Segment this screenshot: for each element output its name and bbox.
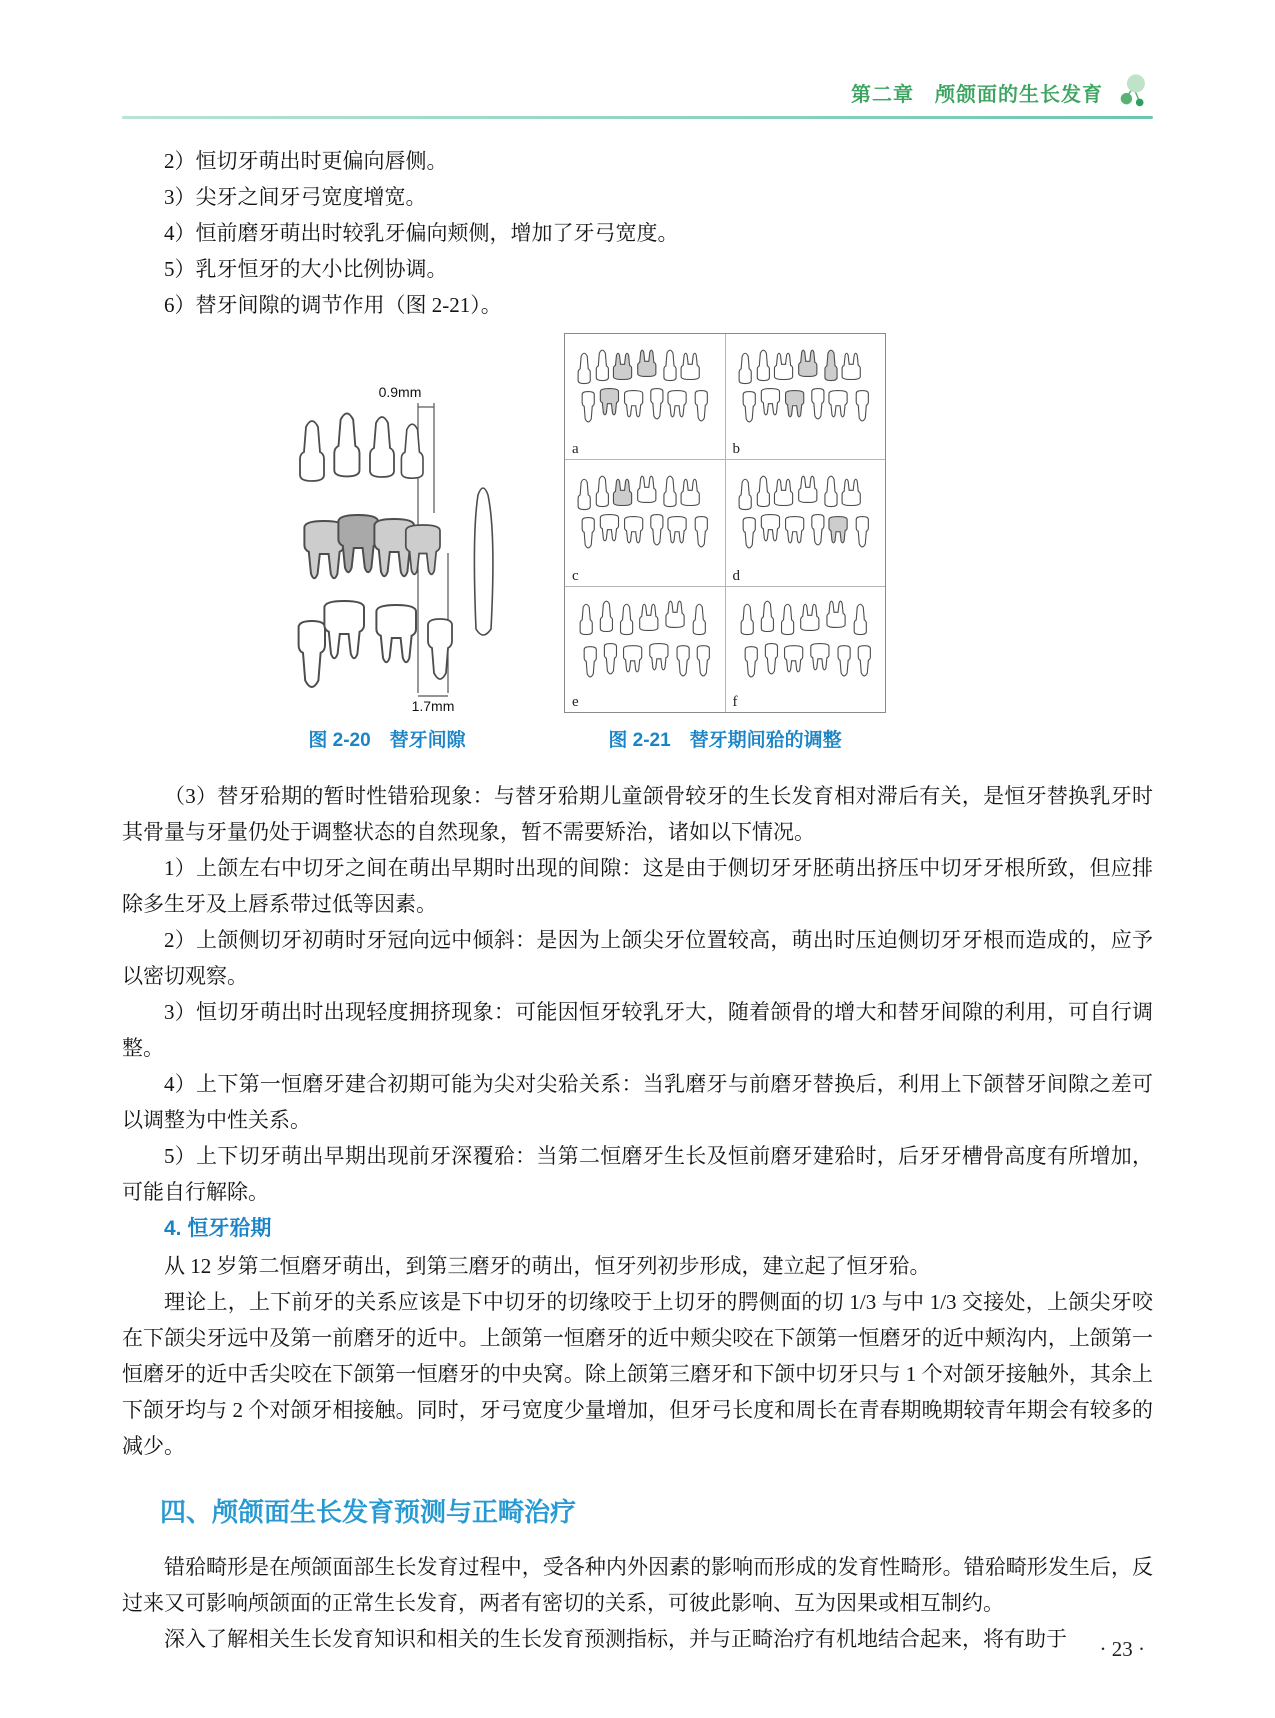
figure-2-21-panel-a [565, 334, 725, 459]
panel-label-d: d [732, 567, 740, 584]
list-item-4: 4）恒前磨牙萌出时较乳牙偏向颊侧，增加了牙弓宽度。 [164, 221, 679, 245]
figure-2-21-panel-b [726, 334, 886, 459]
paragraph-transient-malocclusion: （3）替牙𬌗期的暂时性错𬌗现象：与替牙𬌗期儿童颌骨较牙的生长发育相对滞后有关，是恒牙替换乳牙时其骨量与牙量仍处于调整状态的自然现象，暂不需要矫治，诸如以下情况。 [122, 784, 1153, 844]
figure-2-21-panel-d [726, 460, 886, 585]
paragraph-section-1: 错𬌗畸形是在颅颌面部生长发育过程中，受各种内外因素的影响而形成的发育性畸形。错𬌗畸形发生后，反过来又可影响颅颌面的正常生长发育，两者有密切的关系，可彼此影响、互为因果或相互制约。 [122, 1555, 1153, 1615]
figure-2-21 [564, 333, 886, 752]
paragraph-item-3: 3）恒切牙萌出时出现轻度拥挤现象：可能因恒牙较乳牙大，随着颌骨的增大和替牙间隙的利用，可自行调整。 [122, 1000, 1153, 1060]
panel-label-b: b [732, 441, 740, 458]
paragraph-item-1: 1）上颌左右中切牙之间在萌出早期时出现的间隙：这是由于侧切牙牙胚萌出挤压中切牙牙根所致，但应排除多生牙及上唇系带过低等因素。 [122, 856, 1153, 916]
panel-label-c: c [572, 567, 579, 584]
panel-label-a: a [572, 441, 579, 458]
paragraph-item-2: 2）上颌侧切牙初萌时牙冠向远中倾斜：是因为上颌尖牙位置较高，萌出时压迫侧切牙牙根而造成的，应予以密切观察。 [122, 928, 1153, 988]
chapter-title: 第二章 颅颌面的生长发育 [851, 83, 1103, 106]
figure-2-21-frame [564, 333, 886, 713]
figure-2-21-panel-e [565, 587, 725, 712]
heading-permanent-dentition: 4. 恒牙𬌗期 [164, 1217, 272, 1240]
list-item-5: 5）乳牙恒牙的大小比例协调。 [164, 257, 448, 281]
page-content [0, 119, 1275, 1657]
panel-label-f: f [732, 694, 738, 710]
figures-row [272, 333, 1153, 752]
paragraph-permanent-detail: 理论上，上下前牙的关系应该是下中切牙的切缘咬于上切牙的腭侧面的切 1/3 与中 1/3 交接处，上颌尖牙咬在下颌尖牙远中及第一前磨牙的近中。上颌第一恒磨牙的近中颊尖咬在下颌第一恒磨牙的近中颊沟内，上颌第一恒磨牙的近中舌尖咬在下颌第一恒磨牙的中央窝。除上颌第三磨牙和下颌中切牙只与 1 个对颌牙接触外，其余上下颌牙均与 2 个对颌牙相接触。同时，牙弓宽度少量增加，但牙弓长度和周长在青春期晚期较青年期会有较多的减少。 [122, 1290, 1153, 1458]
paragraph-permanent-intro: 从 12 岁第二恒磨牙萌出，到第三磨牙的萌出，恒牙列初步形成，建立起了恒牙𬌗。 [164, 1254, 931, 1278]
list-item-3: 3）尖牙之间牙弓宽度增宽。 [164, 185, 427, 209]
panel-label-e: e [572, 694, 579, 710]
list-item-6: 6）替牙间隙的调节作用（图 2-21）。 [164, 293, 502, 317]
paragraph-item-4: 4）上下第一恒磨牙建合初期可能为尖对尖𬌗关系：当乳磨牙与前磨牙替换后，利用上下颌替牙间隙之差可以调整为中性关系。 [122, 1072, 1153, 1132]
paragraph-section-2: 深入了解相关生长发育知识和相关的生长发育预测指标，并与正畸治疗有机地结合起来，将有助于 [164, 1627, 1067, 1651]
list-item-2: 2）恒切牙萌出时更偏向唇侧。 [164, 149, 448, 173]
page-number: · 23 · [1099, 1637, 1145, 1661]
leeway-space-illustration [272, 383, 502, 713]
header-row [122, 0, 1153, 110]
figure-2-21-panels [565, 334, 885, 712]
page-footer [1100, 1637, 1146, 1662]
measurement-bottom-label: 1.7mm [411, 698, 455, 713]
figure-2-20 [272, 383, 502, 752]
figure-2-21-panel-f [726, 587, 886, 712]
paragraph-item-5: 5）上下切牙萌出早期出现前牙深覆𬌗：当第二恒磨牙生长及恒前磨牙建𬌗时，后牙牙槽骨高度有所增加，可能自行解除。 [122, 1144, 1153, 1204]
page-header [0, 0, 1275, 119]
figure-2-21-caption: 图 2-21 替牙期间𬌗的调整 [608, 730, 842, 751]
heading-section-four: 四、颅颌面生长发育预测与正畸治疗 [160, 1497, 577, 1527]
figure-2-21-panel-c [565, 460, 725, 585]
figure-2-20-caption: 图 2-20 替牙间隙 [308, 730, 466, 751]
chapter-logo-icon [1115, 73, 1153, 111]
measurement-top-label: 0.9mm [378, 384, 422, 400]
